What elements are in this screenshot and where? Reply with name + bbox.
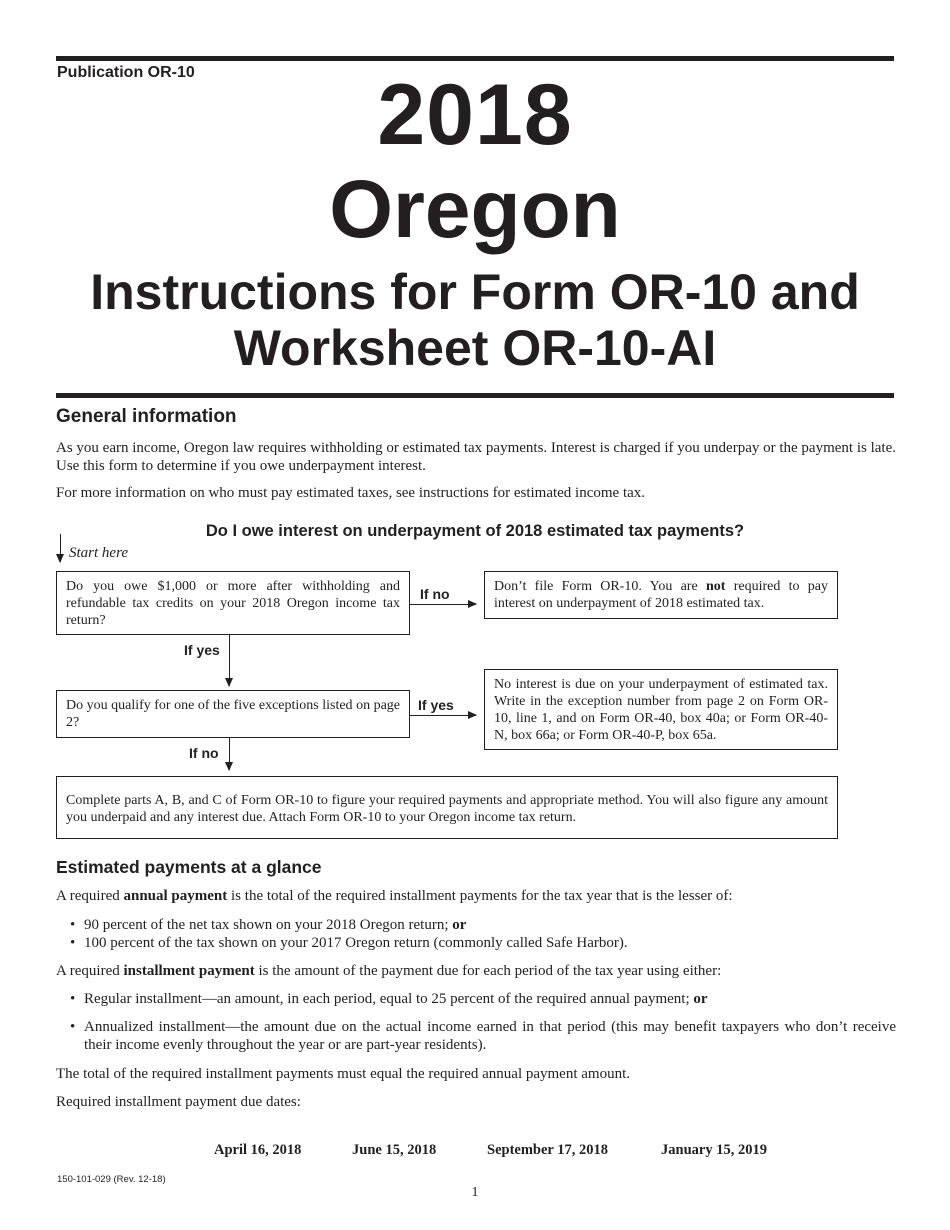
list-item — [70, 916, 896, 934]
result-no-1-bold: not — [705, 579, 726, 594]
arrow-q2-yes — [410, 715, 476, 716]
install-item-2-text: Annualized installment—the amount due on the actual income earned in that period (this may benefit taxpayers who don’t receive their income evenly throughout the year or are part-year residents). — [84, 1019, 896, 1053]
subtitle-line-2: Worksheet OR-10-AI — [233, 320, 717, 376]
result-yes-2-box — [484, 669, 838, 750]
start-arrow — [60, 534, 61, 562]
page-number: 1 — [471, 1185, 479, 1200]
annual-text-b: is the total of the required installment payments for the tax year that is the lesser of: — [227, 888, 733, 904]
publication-label: Publication OR-10 — [57, 64, 195, 81]
due-date-1: April 16, 2018 — [214, 1142, 302, 1158]
if-no-label-1: If no — [420, 586, 450, 602]
total-para: The total of the required installment payments must equal the required annual payment amount. — [56, 1066, 630, 1082]
list-item — [70, 1018, 896, 1054]
if-yes-label-2: If yes — [418, 697, 454, 713]
flowchart-title: Do I owe interest on underpayment of 2018 estimated tax payments? — [205, 522, 745, 540]
install-item-1-bold: or — [693, 991, 708, 1007]
install-text-b: is the amount of the payment due for each period of the tax year using either: — [254, 963, 722, 979]
result-yes-2-text: No interest is due on your underpayment of estimated tax. Write in the exception number from page 2 on Form OR-10, line 1, and on Form OR-40, box 40a; or Form OR-40-N, box 66a; or Form OR-40-P, box 65a. — [494, 677, 828, 743]
annual-item-2-text: 100 percent of the tax shown on your 2017 Oregon return (commonly called Safe Harbor). — [84, 935, 628, 951]
estimated-heading: Estimated payments at a glance — [56, 857, 322, 877]
installment-payment-para — [56, 962, 896, 980]
due-date-2: June 15, 2018 — [352, 1142, 437, 1158]
due-date-4: January 15, 2019 — [661, 1142, 767, 1158]
general-para-2: For more information on who must pay estimated taxes, see instructions for estimated income tax. — [56, 485, 646, 501]
final-instruction-box — [56, 776, 838, 839]
start-here-label: Start here — [69, 545, 129, 561]
result-no-1-text-a: Don’t file Form OR-10. You are — [494, 579, 706, 594]
install-text-a: A required — [56, 963, 124, 979]
annual-item-1-text: 90 percent of the net tax shown on your 2018 Oregon return; — [84, 917, 453, 933]
final-instruction-text: Complete parts A, B, and C of Form OR-10 to figure your required payments and appropriate method. You will also figure any amount you underpaid and any interest due. Attach Form OR-10 to your Oregon income tax return. — [66, 793, 828, 825]
annual-bold: annual payment — [123, 888, 228, 904]
installment-list — [70, 990, 896, 1054]
general-para-1: As you earn income, Oregon law requires withholding or estimated tax payments. Interest is charged if you underpay or the payment is late. Use this form to determine if you owe underpayment interest. — [56, 440, 896, 474]
result-no-1-box — [484, 571, 838, 619]
question-1-box — [56, 571, 410, 635]
install-bold: installment payment — [123, 963, 255, 979]
list-item — [70, 990, 896, 1008]
annual-payment-para — [56, 887, 896, 905]
top-rule — [56, 56, 894, 61]
general-heading: General information — [56, 406, 237, 427]
question-2-text: Do you qualify for one of the five exceptions listed on page 2? — [66, 698, 400, 730]
annual-item-1-bold: or — [452, 917, 467, 933]
header-bottom-rule — [56, 393, 894, 398]
arrow-q2-no — [229, 738, 230, 770]
title-year: 2018 — [377, 67, 573, 163]
form-number: 150-101-029 (Rev. 12-18) — [57, 1174, 166, 1185]
result-no-1-text-b: required to pay interest on underpayment of 2018 estimated tax. — [494, 579, 829, 611]
install-item-1-text: Regular installment—an amount, in each period, equal to 25 percent of the required annual payment; — [84, 991, 694, 1007]
due-date-3: September 17, 2018 — [487, 1142, 608, 1158]
if-yes-label-1: If yes — [184, 642, 220, 658]
list-item — [70, 934, 896, 952]
question-2-box — [56, 690, 410, 738]
arrow-q1-yes — [229, 635, 230, 686]
subtitle-line-1: Instructions for Form OR-10 and — [90, 264, 860, 320]
due-dates-heading: Required installment payment due dates: — [56, 1094, 301, 1110]
question-1-text: Do you owe $1,000 or more after withholding and refundable tax credits on your 2018 Oregon income tax return? — [66, 579, 400, 628]
title-subtitle — [0, 264, 950, 376]
if-no-label-2: If no — [189, 745, 219, 761]
arrow-q1-no — [410, 604, 476, 605]
annual-text-a: A required — [56, 888, 124, 904]
title-state: Oregon — [329, 164, 621, 255]
annual-list — [70, 916, 896, 952]
